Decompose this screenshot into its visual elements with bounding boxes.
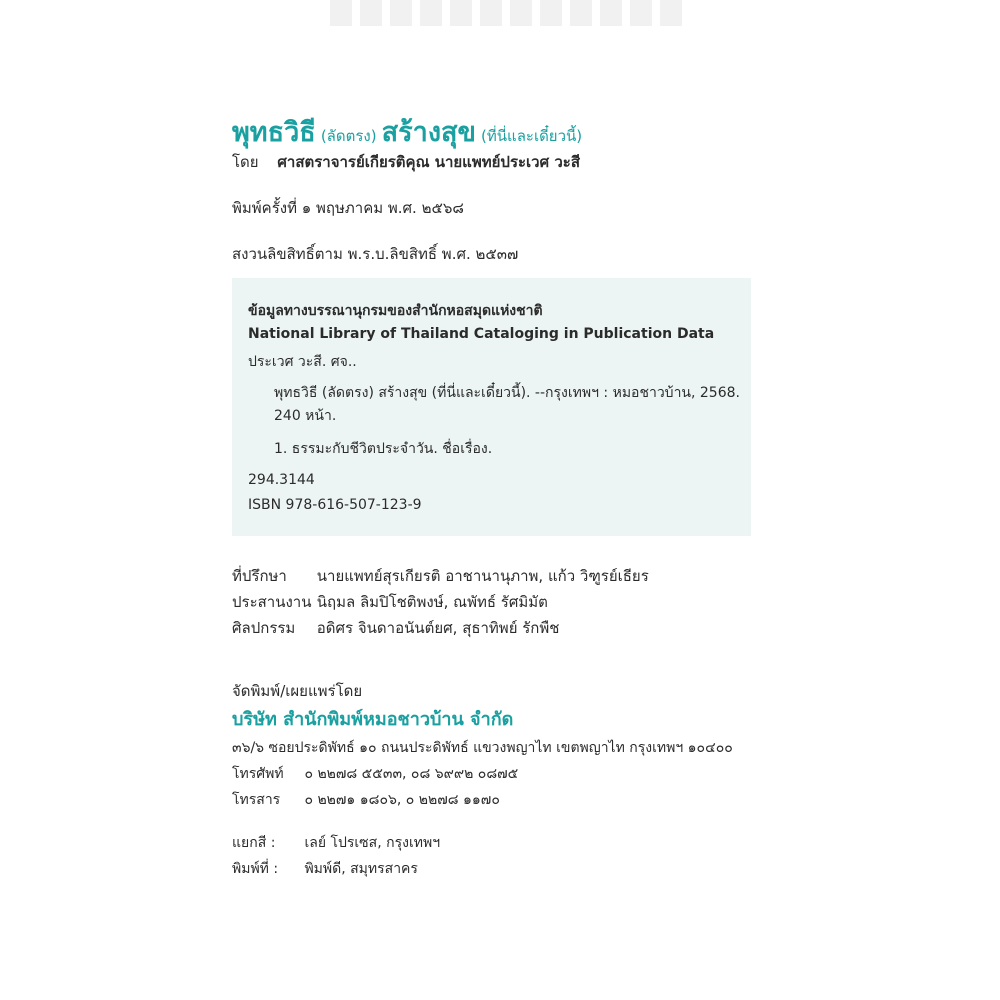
cip-box — [232, 278, 751, 536]
cip-heading-th: ข้อมูลทางบรรณานุกรมของสำนักหอสมุดแห่งชาติ — [248, 303, 543, 319]
cip-author-entry: ประเวศ วะสี. ศจ.. — [248, 354, 357, 370]
credit-label: ประสานงาน — [232, 593, 312, 611]
phone-label: โทรศัพท์ — [232, 766, 284, 782]
separation-line — [232, 832, 440, 854]
copyright-line: สงวนลิขสิทธิ์ตาม พ.ร.บ.ลิขสิทธิ์ พ.ศ. ๒๕๓๗ — [232, 245, 519, 263]
edition-line: พิมพ์ครั้งที่ ๑ พฤษภาคม พ.ศ. ๒๕๖๘ — [232, 199, 464, 217]
cip-subject: 1. ธรรมะกับชีวิตประจำวัน. ชื่อเรื่อง. — [274, 441, 493, 457]
author-line — [232, 150, 580, 174]
bleed-through-text — [330, 0, 690, 26]
title-sub: สร้างสุข — [381, 117, 476, 148]
credit-row — [232, 564, 649, 590]
credits-list — [232, 564, 649, 642]
printer-label: พิมพ์ที่ : — [232, 861, 279, 877]
credit-row — [232, 616, 649, 642]
fax-value: ๐ ๒๒๗๑ ๑๘๐๖, ๐ ๒๒๗๘ ๑๑๗๐ — [304, 792, 500, 808]
publisher-label: จัดพิมพ์/เผยแพร่โดย — [232, 682, 363, 700]
credit-row — [232, 590, 649, 616]
cip-title-entry: พุทธวิธี (ลัดตรง) สร้างสุข (ที่นี่และเดี๋ยวนี้). --กรุงเทพฯ : หมอชาวบ้าน, 2568. — [274, 385, 740, 401]
credit-value: อดิศร จินดาอนันต์ยศ, สุธาทิพย์ รักพืช — [316, 619, 560, 637]
author-name: ศาสตราจารย์เกียรติคุณ นายแพทย์ประเวศ วะสี — [277, 153, 580, 171]
book-title — [232, 110, 582, 153]
title-paren-1: (ลัดตรง) — [320, 127, 377, 145]
cip-isbn: ISBN 978-616-507-123-9 — [248, 497, 422, 513]
credit-label: ที่ปรึกษา — [232, 567, 287, 585]
cip-pages: 240 หน้า. — [274, 408, 337, 424]
title-main: พุทธวิธี — [232, 117, 316, 148]
credit-value: นิฤมล ลิมปิโชติพงษ์, ณพัทธ์ รัศมิมัต — [316, 593, 548, 611]
phone-value: ๐ ๒๒๗๘ ๕๕๓๓, ๐๘ ๖๙๙๒ ๐๘๗๕ — [304, 766, 519, 782]
publisher-name: บริษัท สำนักพิมพ์หมอชาวบ้าน จำกัด — [232, 709, 514, 730]
cip-heading-en: National Library of Thailand Cataloging in Publication Data — [248, 326, 715, 342]
printer-value: พิมพ์ดี, สมุทรสาคร — [304, 861, 418, 877]
phone-line — [232, 763, 518, 785]
fax-line — [232, 789, 500, 811]
title-paren-2: (ที่นี่และเดี๋ยวนี้) — [481, 127, 583, 145]
by-label: โดย — [232, 153, 259, 171]
publisher-address: ๓๖/๖ ซอยประดิพัทธ์ ๑๐ ถนนประดิพัทธ์ แขวงพญาไท เขตพญาไท กรุงเทพฯ ๑๐๔๐๐ — [232, 740, 733, 756]
cip-classification: 294.3144 — [248, 472, 315, 488]
credit-label: ศิลปกรรม — [232, 619, 296, 637]
printer-line — [232, 858, 418, 880]
fax-label: โทรสาร — [232, 792, 281, 808]
separation-label: แยกสี : — [232, 835, 276, 851]
separation-value: เลย์ โปรเซส, กรุงเทพฯ — [304, 835, 441, 851]
credit-value: นายแพทย์สุรเกียรติ อาชานานุภาพ, แก้ว วิฑูรย์เธียร — [316, 567, 649, 585]
